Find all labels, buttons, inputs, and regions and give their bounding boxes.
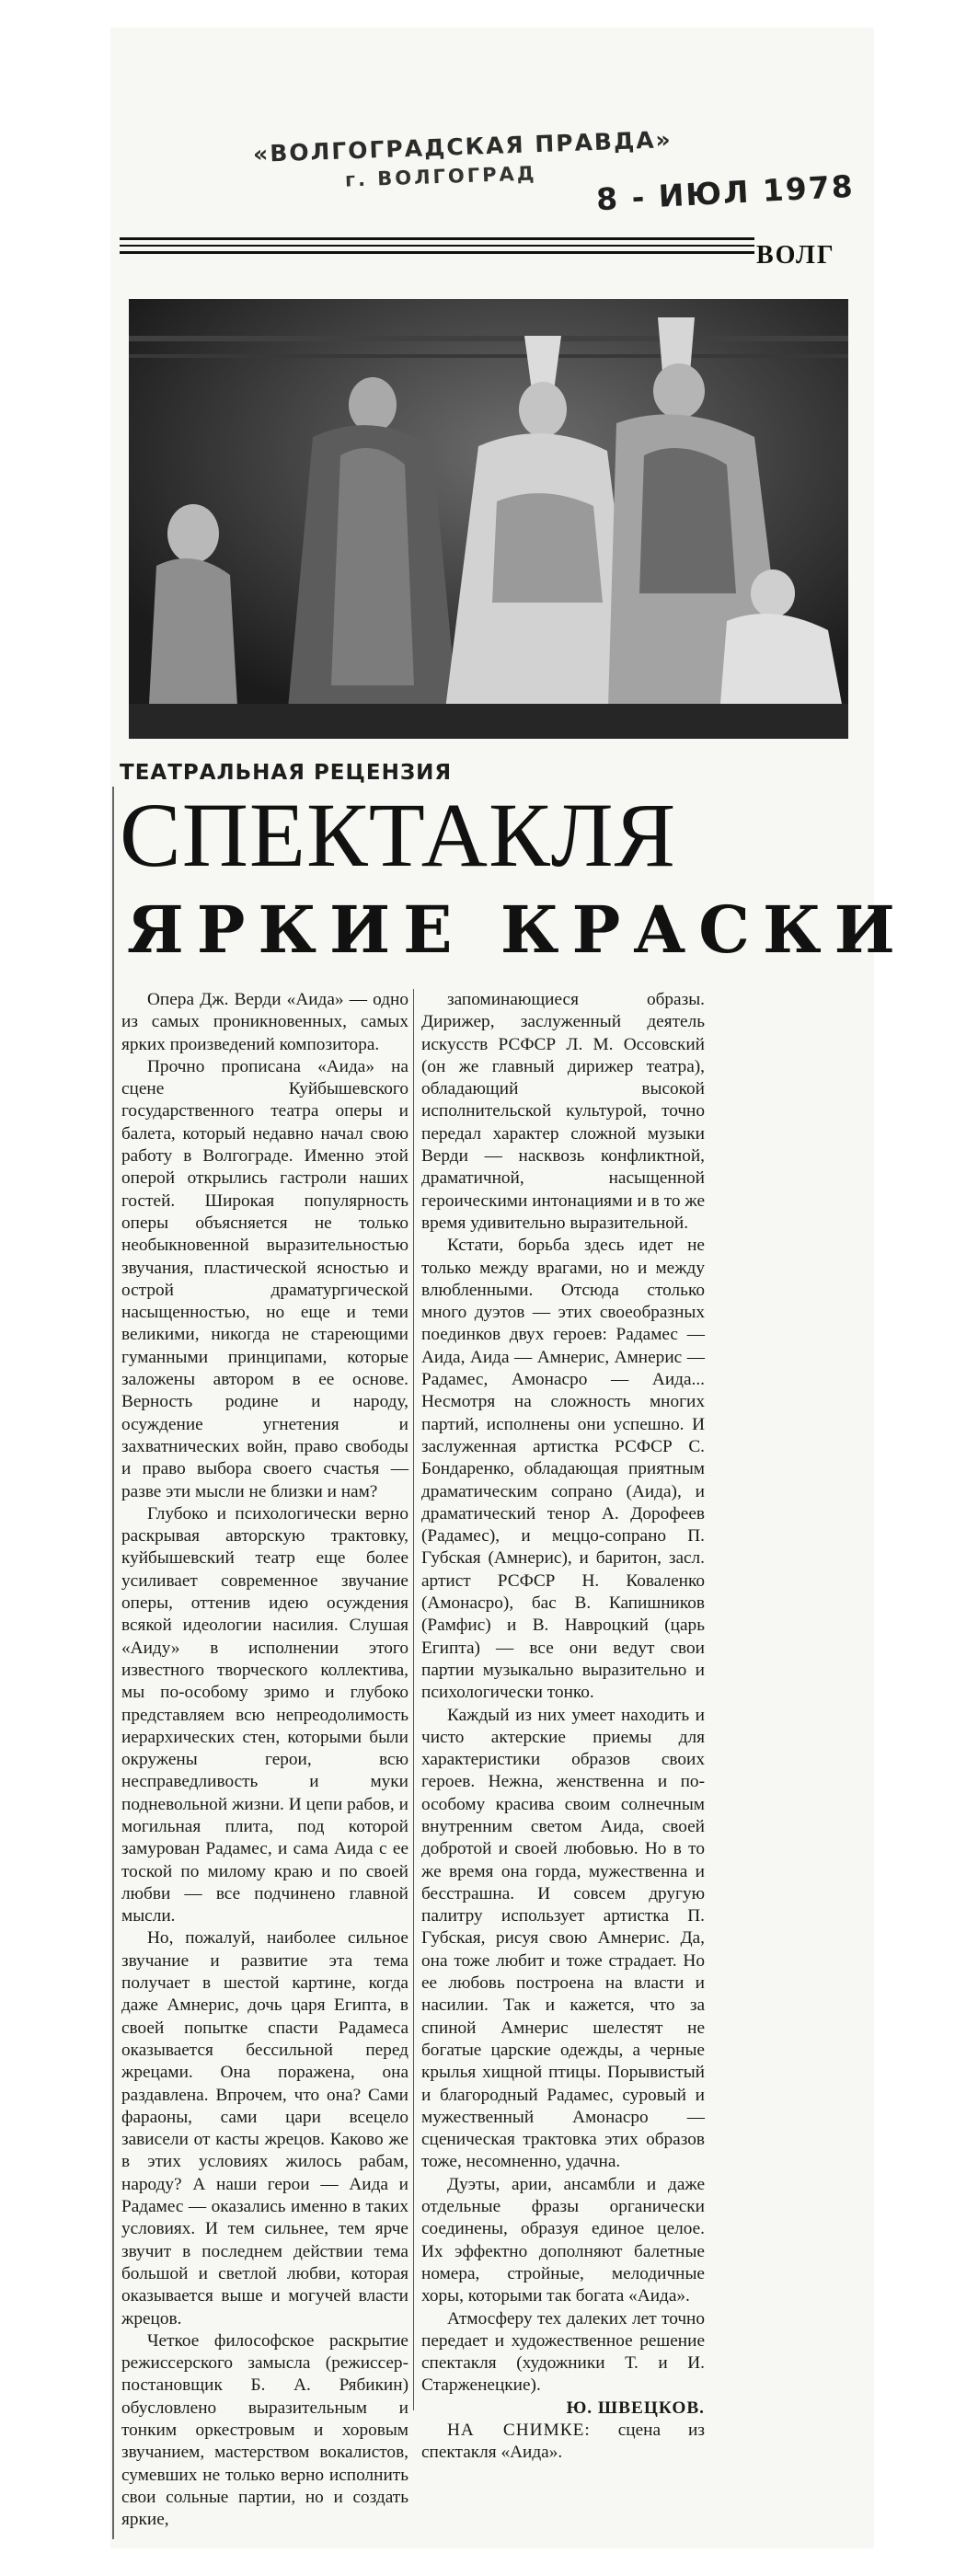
column-divider: [413, 989, 414, 2410]
article-paragraph: Дуэты, арии, ансамбли и даже отдельные фразы органически соединены, образуя единое целое. Их эффектно дополняют балетные номера, стройные, мелодичные хоры, которыми так богата «Аида».: [421, 2174, 705, 2306]
article-paragraph: Но, пожалуй, наиболее сильное звучание и развитие эта тема получает в шестой картине, когда даже Амнерис, дочь царя Египта, в своей попытке спасти Радамеса оказывается бессильной перед жрецами. Она поражена, она раздавлена. Впрочем, что она? Сами фараоны, сами цари всецело зависели от касты жрецов. Каково же в этих условиях жилось рабам, народу? А наши герои — Аида и Радамес — оказались именно в таких условиях. И тем сильнее, тем ярче звучит в последнем действии тема большой и светлой любви, которая оказывается выше и могучей власти жрецов.: [121, 1928, 408, 2329]
article-paragraph: Кстати, борьба здесь идет не только между врагами, но и между влюбленными. Отсюда столько много дуэтов — этих своеобразных поединков двух героев: Радамес — Аида, Аида — Амнерис, Амнерис — Радамес, Амонасро — Аида... Несмотря на сложность многих партий, исполнены они успешно. И заслуженная артистка РСФСР С. Бондаренко, обладающая приятным драматическим сопрано (Аида), и драматический тенор А. Дорофеев (Радамес), и меццо-сопрано П. Губская (Амнерис), и баритон, засл. артист РСФСР Н. Коваленко (Амонасро), бас В. Капишников (Рамфис) и В. Навроцкий (царь Египта) — все они ведут свои партии музыкально выразительно и психологически тонко.: [421, 1236, 705, 1703]
article-paragraph: Четкое философское раскрытие режиссерского замысла (режиссер-постановщик Б. А. Рябикин) обусловлено выразительным и тонким оркестровым и хоровым звучанием, мастерством вокалистов, сумевших не только верно исполнить свои сольные партии, но и создать яркие,: [121, 2330, 408, 2530]
article-column-left: [121, 989, 408, 2531]
margin-line: [112, 787, 114, 2539]
section-label: ТЕАТРАЛЬНАЯ РЕЦЕНЗИЯ: [120, 761, 453, 785]
article-paragraph: Атмосферу тех далеких лет точно передает и художественное решение спектакля (художники Т. и И. Старженецкие).: [421, 2308, 705, 2396]
headline-line-2: ЯРКИЕ КРАСКИ: [127, 891, 908, 968]
city-stamp: г. ВОЛГОГРАД: [344, 162, 537, 191]
article-paragraph: Глубоко и психологически верно раскрывая авторскую трактовку, куйбышевский театр еще более усиливает современное звучание оперы, оттенив идею осуждения всякой идеологии насилия. Слушая «Аиду» в исполнении этого известного творческого коллектива, мы по-особому зримо и глубоко представляем всю непреодолимость иерархических стен, которыми были окружены герои, всю несправедливость и муки подневольной жизни. И цепи рабов, и могильная плита, под которой замурован Радамес, и сама Аида с ее тоской по милому краю и по своей любви — все подчинено главной мысли.: [121, 1503, 408, 1926]
photo-caption: [421, 2420, 705, 2465]
article-paragraph: Прочно прописана «Аида» на сцене Куйбышевского государственного театра оперы и балета, который недавно начал свою работу в Волгограде. Именно этой оперой открылись гастроли наших гостей. Широкая популярность оперы объясняется не только необыкновенной выразительностью звучания, пластической ясностью и острой драматургической насыщенностью, но еще и теми великими, никогда не стареющими гуманными принципами, которые заложены автором в ее основе. Верность родине и народу, осуждение угнетения и захватнических войн, право свободы и право выбора своего счастья — разве эти мысли не близки и нам?: [121, 1056, 408, 1501]
header-rule: [120, 237, 754, 240]
performance-photo: [129, 299, 848, 739]
newspaper-name-stamp: «ВОЛГОГРАДСКАЯ ПРАВДА»: [252, 126, 673, 167]
headline-line-1: СПЕКТАКЛЯ: [120, 784, 677, 886]
running-head: ВОЛГ: [756, 241, 835, 270]
header-rule-thin: [120, 245, 754, 247]
header-rule-lower: [120, 251, 754, 254]
article-paragraph: Опера Дж. Верди «Аида» — одно из самых проникновенных, самых ярких произведений композитора.: [121, 990, 408, 1054]
caption-label: НА СНИМКЕ:: [447, 2421, 591, 2440]
article-paragraph: Каждый из них умеет находить и чисто актерские приемы для характеристики образов своих героев. Нежна, женственна и по-особому красива своим солнечным внутренним светом Аида, своей добротой и своей любовью. Но в то же время она горда, мужественна и бесстрашна. И совсем другую палитру использует артистка П. Губская, рисуя свою Амнерис. Да, она тоже любит и тоже страдает. Но ее любовь построена на власти и насилии. Так и кажется, что за спиной Амнерис шелестят не богатые царские одежды, а черные крылья хищной птицы. Порывистый и благородный Радамес, суровый и мужественный Амонасро — сценическая трактовка этих образов тоже, несомненно, удачна.: [421, 1705, 705, 2172]
author-signature: Ю. ШВЕЦКОВ.: [566, 2398, 705, 2418]
date-stamp: 8 - ИЮЛ 1978: [595, 167, 856, 218]
caption-text: сцена из спектакля «Аида».: [421, 2421, 705, 2463]
opera-scene-image: [129, 299, 848, 739]
article-paragraph: запоминающиеся образы. Дирижер, заслуженный деятель искусств РСФСР Л. М. Оссовский (он же главный дирижер театра), обладающий высокой исполнительской культурой, точно передал характер сложной музыки Верди — насквозь конфликтной, драматичной, насыщенной героическими интонациями и в то же время удивительно выразительной.: [421, 990, 705, 1233]
article-column-right: [421, 989, 705, 2465]
